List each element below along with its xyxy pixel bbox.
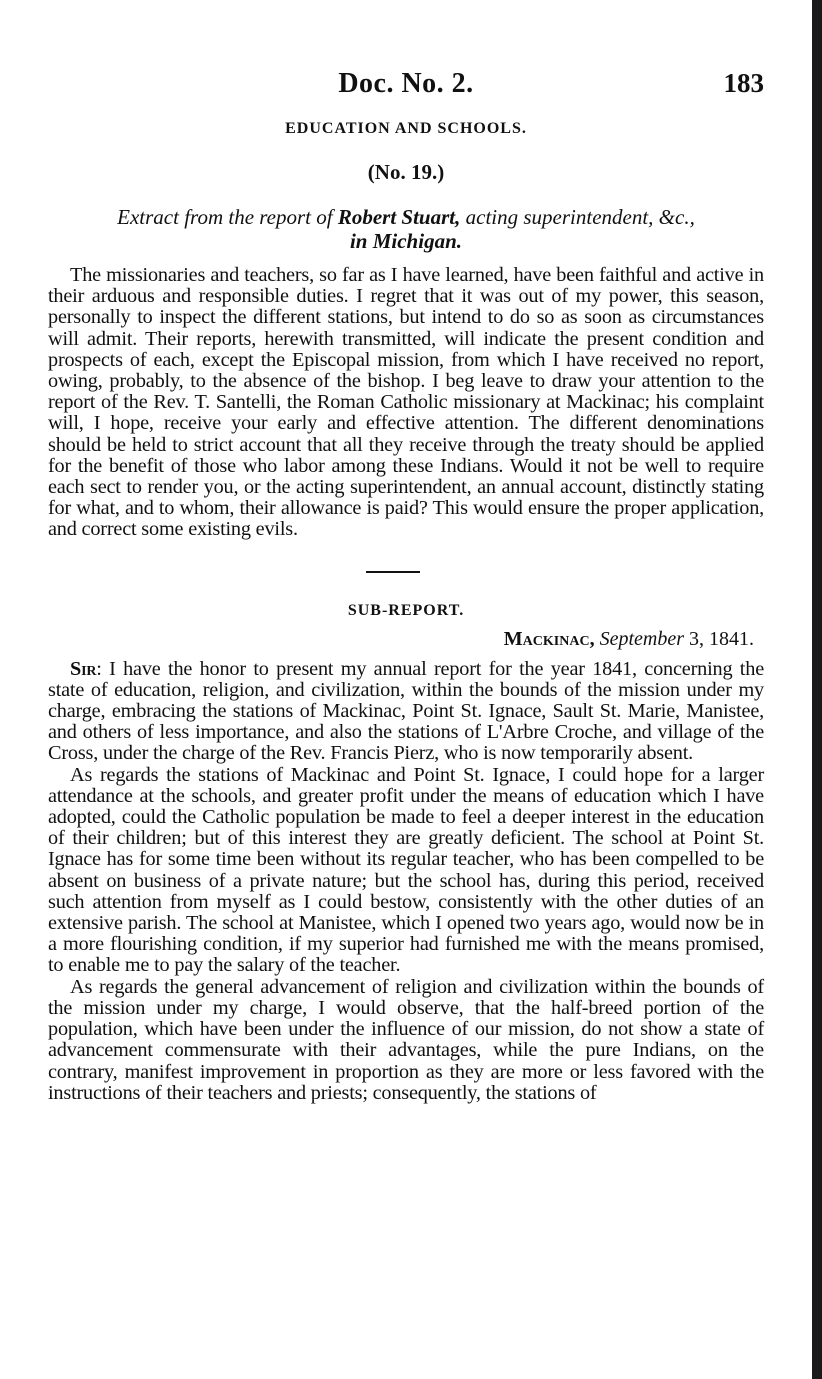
section-heading: EDUCATION AND SCHOOLS. bbox=[285, 120, 527, 137]
extract-title-middle: acting superintendent, &c., bbox=[460, 205, 695, 229]
extract-title-place: in Michigan. bbox=[349, 229, 463, 253]
extract-title-name: Robert Stuart, bbox=[337, 205, 461, 229]
dateline bbox=[48, 628, 764, 651]
sub-report-heading: SUB-REPORT. bbox=[347, 601, 465, 619]
document-page bbox=[48, 62, 764, 1104]
dateline-month: September bbox=[599, 627, 684, 650]
report-paragraph: The missionaries and teachers, so far as I have learned, have been faithful and active in their arduous and responsible duties. I regret that it was out of my power, this season, personally to inspect the different stations, but intend to do so as soon as circumstances will admit. Their reports, herewith transmitted, will indicate the present condition and prospects of each, except the Episcopal mission, from which I have received no report, owing, probably, to the absence of the bishop. I beg leave to draw your attention to the report of the Rev. T. Santelli, the Roman Catholic missionary at Mackinac; his complaint will, I hope, receive your early and effective attention. The different denominations should be held to strict account that all they receive through the treaty should be applied for the benefit of those who labor among these Indians. Would it not be well to require each sect to render you, or the acting superintendent, an annual account, distinctly stating for what, and to whom, their allowance is paid? This would ensure the proper application, and correct some existing evils. bbox=[48, 264, 764, 541]
extract-title bbox=[48, 205, 764, 253]
running-header bbox=[48, 62, 764, 114]
item-number-heading: (No. 19.) bbox=[367, 160, 445, 184]
dateline-day-year: 3, 1841. bbox=[689, 627, 754, 650]
section-divider bbox=[48, 541, 764, 591]
document-number: Doc. No. 2. bbox=[338, 68, 474, 99]
sub-report-paragraph-2: As regards the stations of Mackinac and Point St. Ignace, I could hope for a larger attendance at the schools, and greater profit under the means of education which I have adopted, could the Catholic population be made to feel a deeper interest in the education of their children; but of this interest they are greatly deficient. The school at Point St. Ignace has for some time been without its regular teacher, who has been compelled to be absent on business of a private nature; but the school has, during this period, received such attention from myself as I could bestow, consistently with the other duties of an extensive parish. The school at Manistee, which I opened two years ago, would now be in a more flourishing condition, if my superior had furnished me with the means promised, to enable me to pay the salary of the teacher. bbox=[48, 763, 764, 977]
dateline-place: Mackinac, bbox=[503, 627, 595, 650]
divider-rule bbox=[366, 571, 420, 573]
sub-report-paragraph-1 bbox=[48, 659, 764, 765]
sub-report-paragraph-3: As regards the general advancement of religion and civilization within the bounds of the mission under my charge, I would observe, that the half-breed portion of the population, which have been under the influence of our mission, do not show a state of advancement commensurate with their advantages, while the pure Indians, on the contrary, manifest improvement in proportion as they are more or less favored with the instructions of their teachers and priests; consequently, the stations of bbox=[48, 975, 764, 1104]
sub-report-paragraph-1-text: : I have the honor to present my annual report for the year 1841, concerning the state of education, religion, and civilization, within the bounds of the mission under my charge, embracing the stations of Mackinac, Point St. Ignace, Sault St. Marie, Manistee, and others of less importance, and also the stations of L'Arbre Croche, and village of the Cross, under the charge of the Rev. Francis Pierz, who is now temporarily absent. bbox=[48, 657, 764, 765]
extract-title-prefix: Extract from the report of bbox=[117, 205, 338, 229]
salutation: Sir bbox=[70, 657, 97, 680]
page-edge-shadow bbox=[812, 0, 822, 1379]
page-number: 183 bbox=[723, 68, 764, 98]
